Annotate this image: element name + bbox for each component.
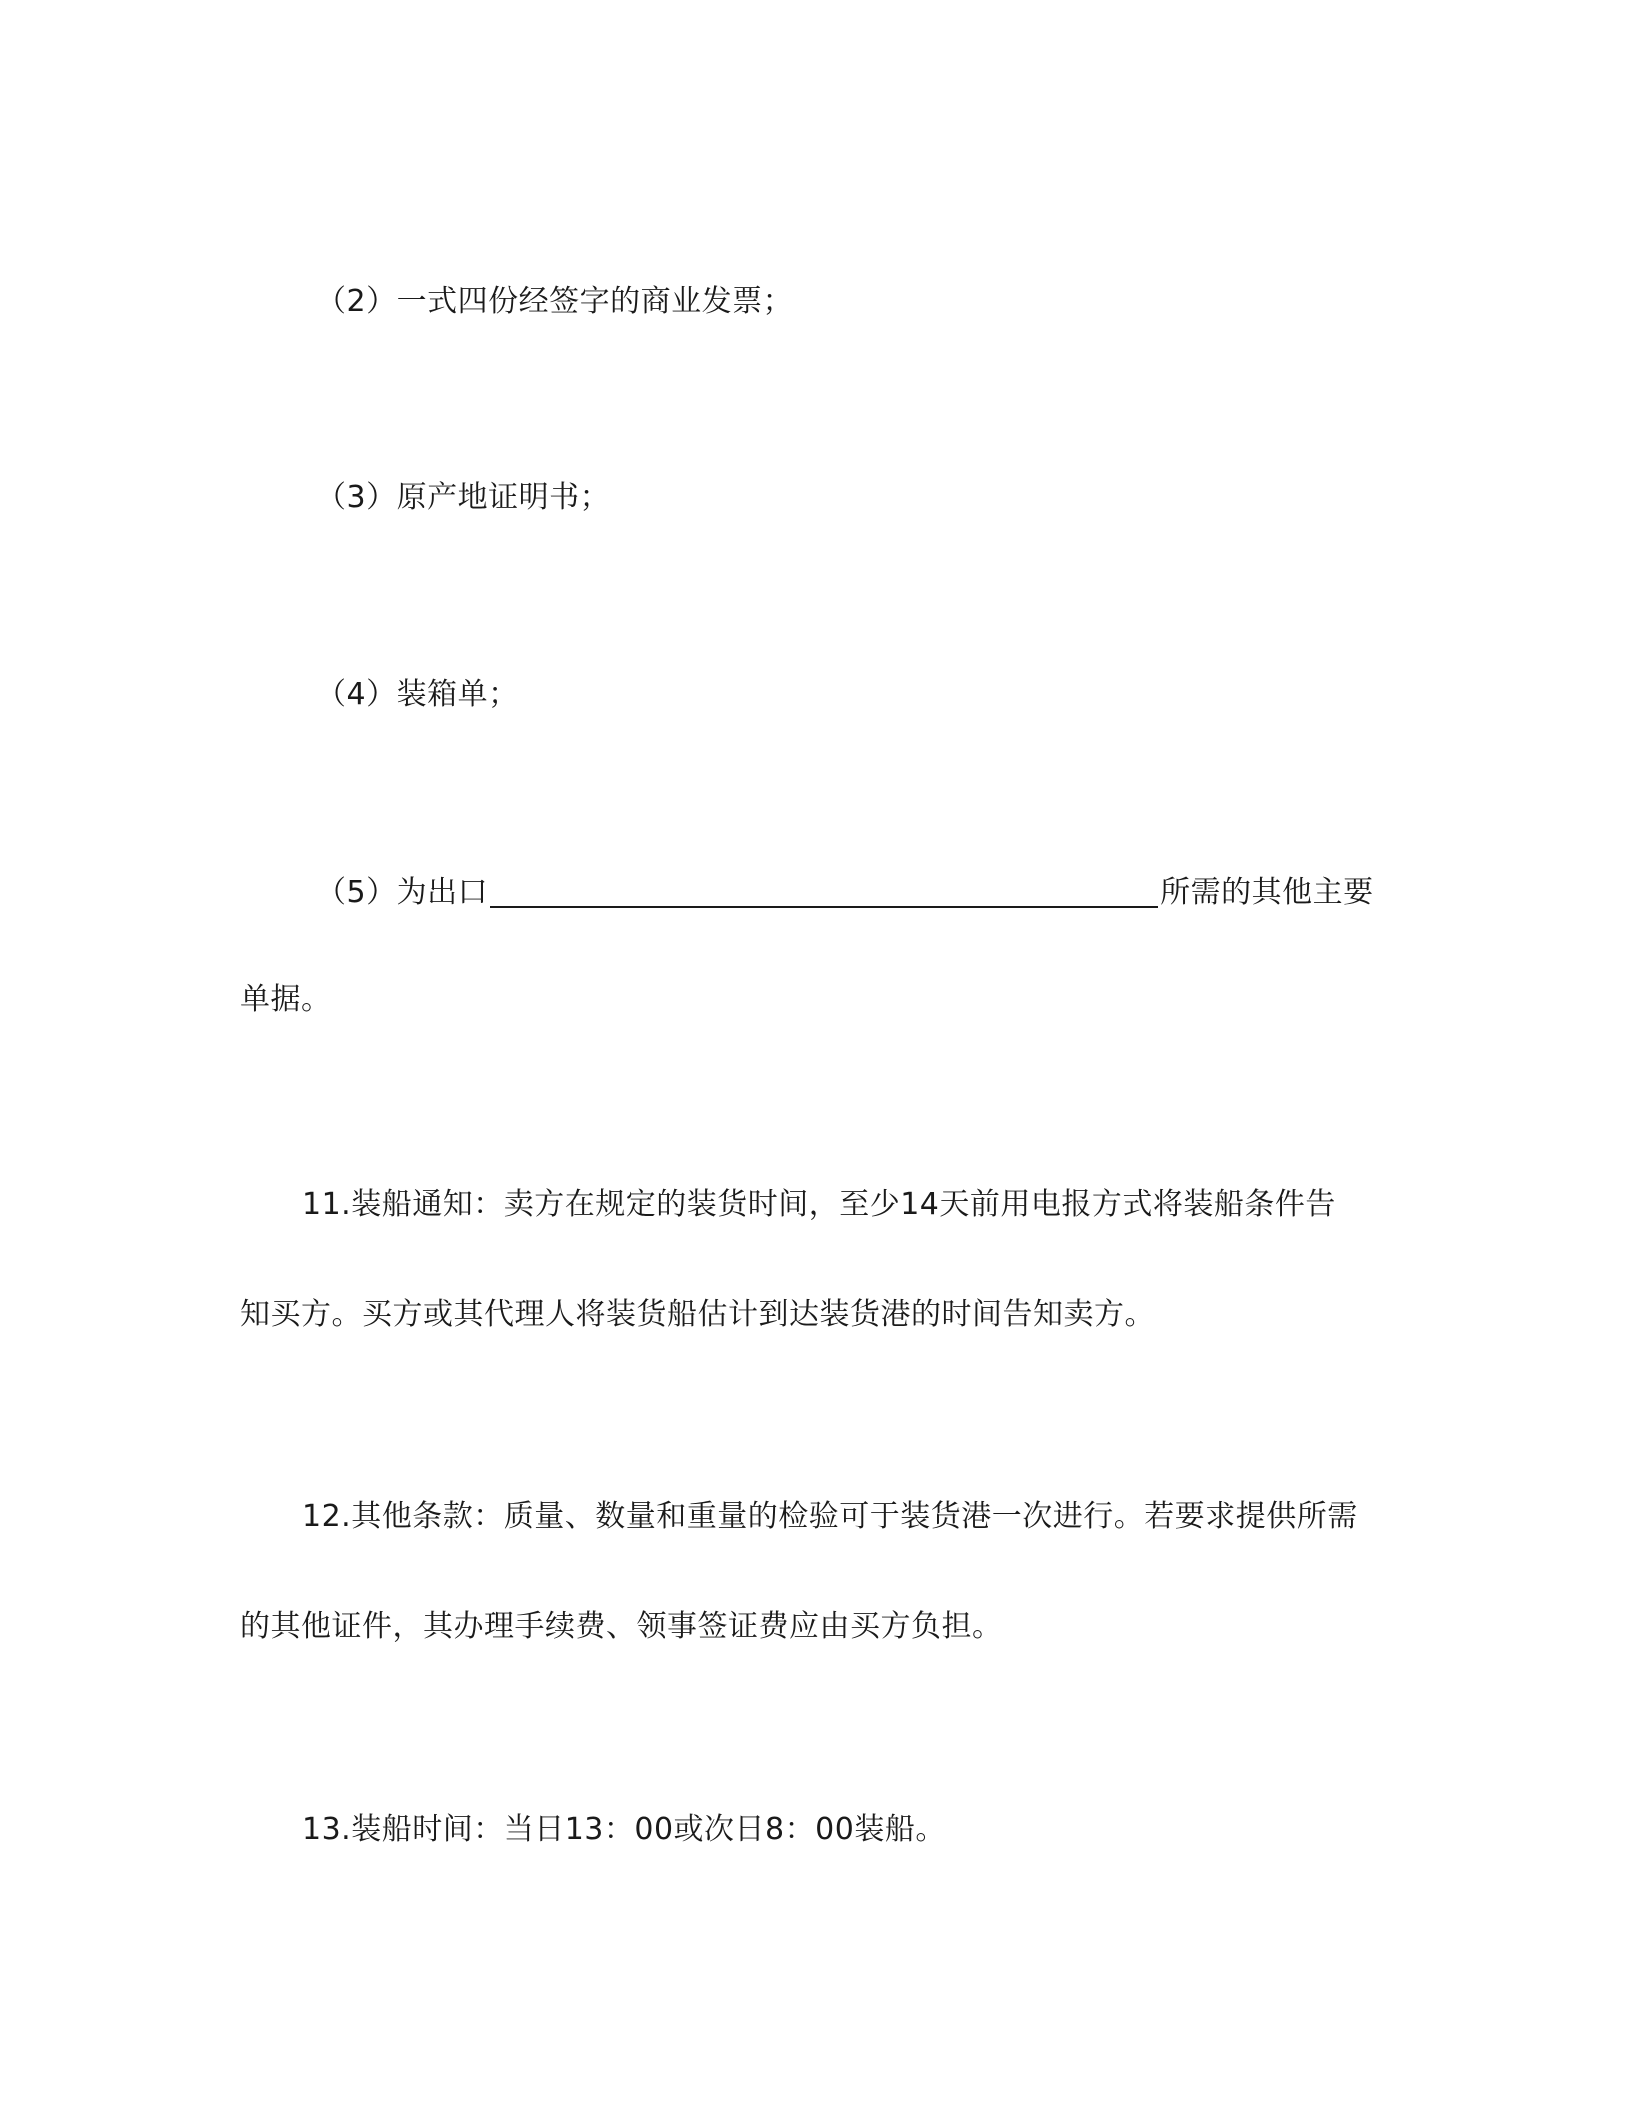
fill-in-blank-line (490, 872, 1158, 908)
doc-item-3: （3）原产地证明书； (316, 480, 611, 515)
clause-11-line-1: 11.装船通知：卖方在规定的装货时间，至少14天前用电报方式将装船条件告 (302, 1187, 1336, 1222)
clause-11-line-2: 知买方。买方或其代理人将装货船估计到达装货港的时间告知卖方。 (240, 1297, 1155, 1332)
doc-item-5-continuation: 单据。 (240, 982, 332, 1017)
doc-item-5-before: （5）为出口 (316, 875, 489, 910)
doc-item-5-after: 所需的其他主要 (1160, 875, 1374, 910)
clause-12-line-2: 的其他证件，其办理手续费、领事签证费应由买方负担。 (240, 1609, 1003, 1644)
clause-13-line-1: 13.装船时间：当日13：00或次日8：00装船。 (302, 1812, 946, 1847)
doc-item-4: （4）装箱单； (316, 677, 519, 712)
doc-item-2: （2）一式四份经签字的商业发票； (316, 284, 794, 319)
doc-item-5 (316, 872, 1374, 913)
clause-12-line-1: 12.其他条款：质量、数量和重量的检验可于装货港一次进行。若要求提供所需 (302, 1499, 1358, 1534)
